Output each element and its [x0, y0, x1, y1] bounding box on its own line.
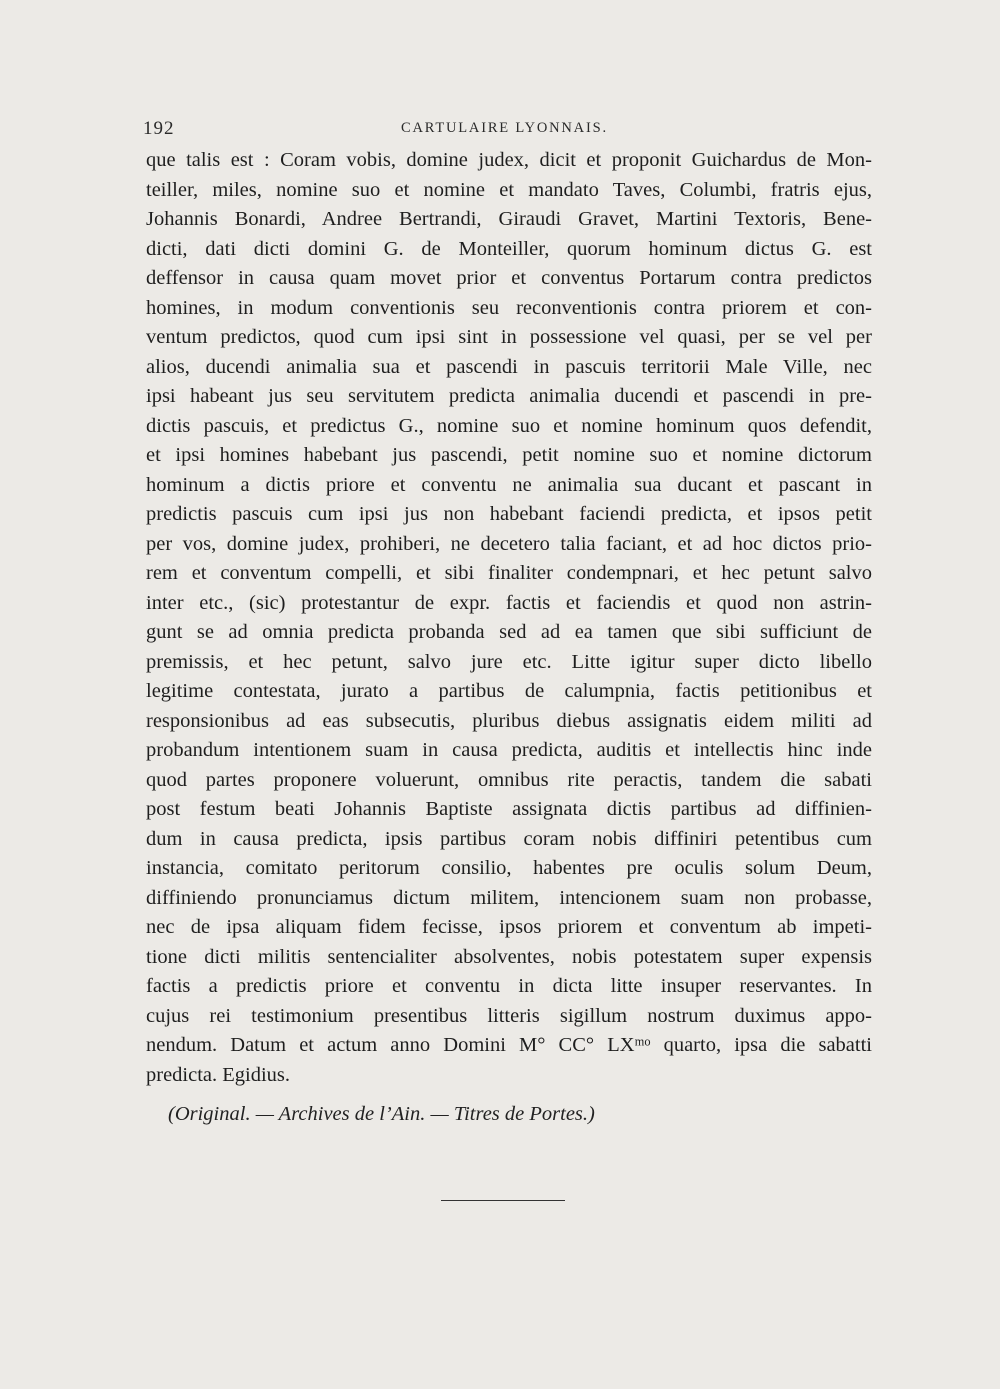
text-line: cujus rei testimonium presentibus litteris sigillum nostrum duximus appo-	[146, 1004, 872, 1027]
text-line: premissis, et hec petunt, salvo jure etc. Litte igitur super dicto libello	[146, 650, 872, 673]
text-line: deffensor in causa quam movet prior et conventus Portarum contra predictos	[146, 267, 872, 289]
text-line: instancia, comitato peritorum consilio, habentes pre oculis solum Deum,	[146, 857, 872, 879]
source-note: (Original. — Archives de l’Ain. — Titres de Portes.)	[168, 1103, 595, 1125]
text-line: ventum predictos, quod cum ipsi sint in possessione vel quasi, per se vel per	[146, 326, 872, 348]
text-line: predictis pascuis cum ipsi jus non habebant faciendi predicta, et ipsos petit	[146, 503, 872, 525]
text-line: Johannis Bonardi, Andree Bertrandi, Giraudi Gravet, Martini Textoris, Bene-	[146, 208, 872, 230]
text-line: dictis pascuis, et predictus G., nomine suo et nomine hominum quos defendit,	[146, 414, 872, 437]
text-line: alios, ducendi animalia sua et pascendi in pascuis territorii Male Ville, nec	[146, 355, 872, 378]
text-line: inter etc., (sic) protestantur de expr. factis et faciendis et quod non astrin-	[146, 591, 872, 614]
text-line: factis a predictis priore et conventu in dicta litte insuper reservantes. In	[146, 975, 872, 997]
text-line: tione dicti militis sentencialiter absolventes, nobis potestatem super expensis	[146, 945, 872, 968]
text-line: et ipsi homines habebant jus pascendi, petit nomine suo et nomine dictorum	[146, 444, 872, 466]
body-text	[146, 146, 872, 1090]
text-line: hominum a dictis priore et conventu ne animalia sua ducant et pascant in	[146, 473, 872, 496]
text-line: diffiniendo pronunciamus dictum militem, intencionem suam non probasse,	[146, 886, 872, 909]
text-line: probandum intentionem suam in causa predicta, auditis et intellectis hinc inde	[146, 739, 872, 761]
text-line: quod partes proponere voluerunt, omnibus rite peractis, tandem die sabati	[146, 768, 872, 791]
text-line: rem et conventum compelli, et sibi finaliter condempnari, et hec petunt salvo	[146, 562, 872, 584]
text-line: per vos, domine judex, prohiberi, ne decetero talia faciant, et ad hoc dictos prio-	[146, 532, 872, 555]
text-line: legitime contestata, jurato a partibus de calumpnia, factis petitionibus et	[146, 680, 872, 702]
text-line: teiller, miles, nomine suo et nomine et mandato Taves, Columbi, fratris ejus,	[146, 178, 872, 201]
text-line: dum in causa predicta, ipsis partibus coram nobis diffiniri petentibus cum	[146, 827, 872, 850]
page-number: 192	[143, 118, 175, 139]
text-line: ipsi habeant jus seu servitutem predicta animalia ducendi et pascendi in pre-	[146, 385, 872, 407]
text-line: dicti, dati dicti domini G. de Monteiller, quorum hominum dictus G. est	[146, 237, 872, 260]
text-line: que talis est : Coram vobis, domine judex, dicit et proponit Guichardus de Mon-	[146, 149, 872, 171]
text-line: nec de ipsa aliquam fidem fecisse, ipsos priorem et conventum ab impeti-	[146, 916, 872, 938]
text-line: predicta. Egidius.	[146, 1063, 291, 1086]
text-line: post festum beati Johannis Baptiste assignata dictis partibus ad diffinien-	[146, 798, 872, 820]
text-line: homines, in modum conventionis seu reconventionis contra priorem et con-	[146, 296, 872, 319]
end-rule	[441, 1200, 565, 1201]
running-title: CARTULAIRE LYONNAIS.	[401, 120, 608, 136]
text-line: responsionibus ad eas subsecutis, pluribus diebus assignatis eidem militi ad	[146, 709, 872, 732]
text-line: gunt se ad omnia predicta probanda sed ad ea tamen que sibi sufficiunt de	[146, 621, 872, 643]
text-line: nendum. Datum et actum anno Domini M° CC° LXᵐᵒ quarto, ipsa die sabatti	[146, 1034, 872, 1056]
